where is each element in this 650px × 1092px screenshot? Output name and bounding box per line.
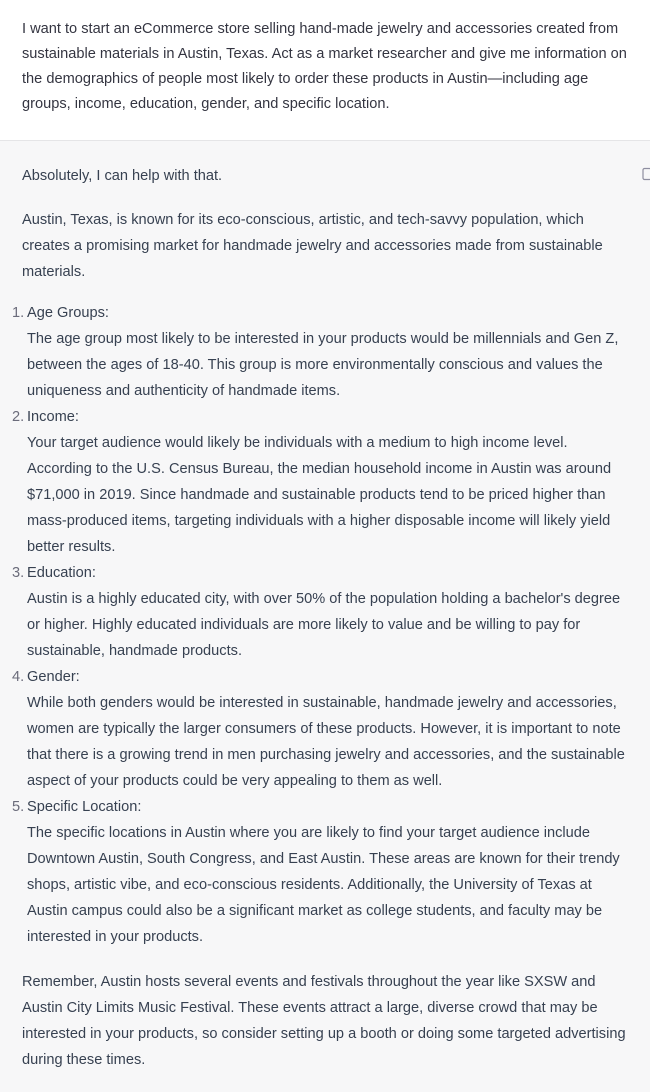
list-item	[12, 664, 632, 794]
list-number: 2.	[12, 409, 25, 425]
list-item	[12, 560, 632, 664]
response-closing: Remember, Austin hosts several events and festivals throughout the year like SXSW and Austin City Limits Music Festival. These events attract a large, diverse crowd that may be interested in your products, so consider setting up a booth or doing some targeted advertising during these times.	[22, 974, 626, 1068]
response-intro: Absolutely, I can help with that.	[22, 168, 223, 184]
user-message	[0, 0, 650, 141]
list-number: 5.	[12, 799, 25, 815]
user-message-text: I want to start an eCommerce store selling hand-made jewelry and accessories created from sustainable materials in Austin, Texas. Act as a market researcher and give me information on the demographics of people most likely to order these products in Austin—including age groups, income, education, gender, and specific location.	[22, 21, 627, 112]
list-heading: Gender:	[27, 669, 80, 685]
list-number: 4.	[12, 669, 25, 685]
assistant-message	[0, 141, 650, 1092]
list-text: Austin is a highly educated city, with over 50% of the population holding a bachelor's degree or higher. Highly educated individuals are more likely to value and be willing to pay for sustainable, handmade products.	[27, 591, 621, 659]
response-context: Austin, Texas, is known for its eco-conscious, artistic, and tech-savvy population, which creates a promising market for handmade jewelry and accessories made from sustainable materials.	[22, 212, 603, 280]
list-number: 1.	[12, 305, 25, 321]
assistant-response	[12, 163, 632, 1073]
list-item	[12, 404, 632, 560]
list-number: 3.	[12, 565, 25, 581]
list-item	[12, 794, 632, 950]
list-text: The specific locations in Austin where you are likely to find your target audience include Downtown Austin, South Congress, and East Austin. These areas are known for their trendy shops, artistic vibe, and eco-conscious residents. Additionally, the University of Texas at Austin campus could also be a significant market as college students, and faculty may be interested in your products.	[27, 825, 620, 945]
list-heading: Education:	[27, 565, 96, 581]
demographics-list	[12, 300, 632, 950]
list-heading: Specific Location:	[27, 799, 142, 815]
list-text: While both genders would be interested in sustainable, handmade jewelry and accessories, women are typically the larger consumers of these products. However, it is important to note that there is a growing trend in men purchasing jewelry and accessories, and the sustainable aspect of your products could be very appealing to them as well.	[27, 695, 625, 789]
list-text: The age group most likely to be interested in your products would be millennials and Gen Z, between the ages of 18-40. This group is more environmentally conscious and values the uniqueness and authenticity of handmade items.	[27, 331, 619, 399]
list-heading: Income:	[27, 409, 79, 425]
list-text: Your target audience would likely be individuals with a medium to high income level. According to the U.S. Census Bureau, the median household income in Austin was around $71,000 in 2019. Since handmade and sustainable products tend to be priced higher than mass-produced items, targeting individuals with a higher disposable income will likely yield better results.	[27, 435, 612, 555]
copy-icon[interactable]	[641, 167, 650, 183]
list-item	[12, 300, 632, 404]
list-heading: Age Groups:	[27, 305, 109, 321]
